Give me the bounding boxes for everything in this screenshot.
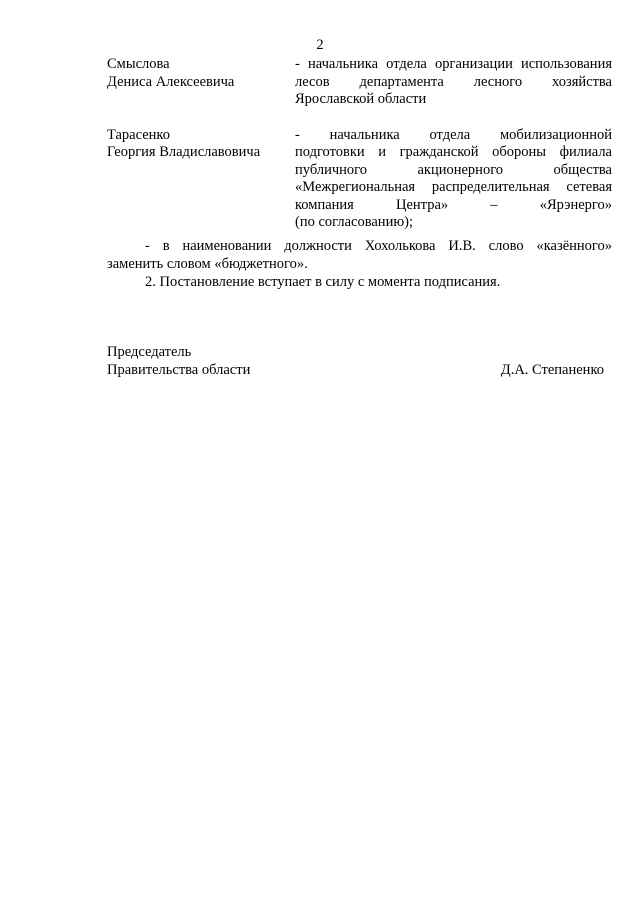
member-entry [107,56,612,109]
page-number: 2 [316,37,324,53]
role-line: - начальника отдела организации использования [295,56,612,72]
signature-row [107,362,604,380]
signatory-name: Д.А. Степаненко [500,361,604,378]
member-role [295,127,612,232]
member-entry [107,127,612,232]
role-line: лесов департамента лесного хозяйства [295,73,612,90]
role-line: подготовки и гражданской обороны филиала [295,144,612,160]
member-surname: Смыслова [107,56,170,72]
amendment-paragraph [107,237,612,273]
member-list [107,56,612,232]
member-role [295,56,612,109]
role-line: публичного акционерного общества [295,161,612,178]
amendment-line: - в наименовании должности Хохолькова И.В. слово «казённого» [145,238,612,254]
clause-2-paragraph: 2. Постановление вступает в силу с момента подписания. [145,274,501,290]
member-name [107,127,295,232]
role-line: Ярославской области [295,91,427,107]
role-line: компания Центра» – «Ярэнерго» [295,196,612,213]
role-line: (по согласованию); [295,214,414,230]
signatory-title: Председатель [107,344,192,360]
role-line: «Межрегиональная распределительная сетевая [295,179,612,195]
signature-block [107,344,604,379]
member-given-names: Георгия Владиславовича [107,144,261,160]
member-surname: Тарасенко [107,126,170,143]
role-line: - начальника отдела мобилизационной [295,126,612,143]
member-given-names: Дениса Алексеевича [107,73,235,90]
signatory-title-line2: Правительства области [107,361,251,378]
amendment-line: заменить словом «бюджетного». [107,256,308,272]
member-name [107,56,295,109]
